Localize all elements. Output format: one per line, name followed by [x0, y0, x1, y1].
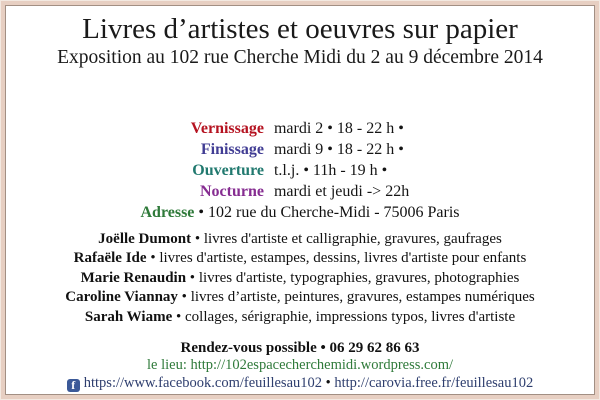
social-links-line — [6, 374, 594, 392]
schedule-value-ouverture: t.l.j. • 11h - 19 h • — [273, 161, 388, 179]
artist-row — [6, 249, 594, 269]
bullet-separator: • — [189, 269, 196, 286]
artist-works: livres d'artiste et calligraphie, gravures, gaufrages — [203, 230, 502, 247]
flyer-content — [5, 5, 595, 395]
artist-name: Sarah Wiame — [84, 308, 173, 325]
artist-name: Caroline Viannay — [65, 289, 178, 306]
schedule-label-nocturne: Nocturne — [200, 182, 264, 200]
artist-works: collages, sérigraphie, impressions typos, livres d'artiste — [185, 308, 516, 325]
artist-row — [6, 230, 594, 250]
artist-works: livres d’artiste, peintures, gravures, estampes numériques — [190, 289, 535, 306]
venue-link-line — [6, 357, 594, 374]
facebook-icon: f — [67, 379, 80, 392]
rendezvous-line: Rendez-vous possible • 06 29 62 86 63 — [180, 340, 420, 357]
address-value: • 102 rue du Cherche-Midi - 75006 Paris — [198, 203, 460, 221]
schedule-label-vernissage: Vernissage — [190, 119, 264, 137]
address-line — [6, 202, 594, 223]
schedule-label-ouverture: Ouverture — [192, 161, 264, 179]
artist-row — [6, 269, 594, 289]
artist-name: Joëlle Dumont — [98, 230, 192, 247]
facebook-url-link[interactable]: https://www.facebook.com/feuillesau102 — [83, 375, 323, 392]
artist-row — [6, 308, 594, 328]
venue-url-link[interactable]: le lieu: http://102espacecherchemidi.wordpress.com/ — [146, 357, 453, 374]
schedule-value-vernissage: mardi 2 • 18 - 22 h • — [273, 119, 404, 137]
artist-works: livres d'artiste, estampes, dessins, livres d'artiste pour enfants — [159, 250, 527, 267]
artists-block — [6, 230, 594, 328]
footer-block — [6, 340, 594, 392]
schedule-block — [191, 118, 409, 202]
bullet-separator: • — [175, 308, 182, 325]
bullet-separator: • — [150, 250, 156, 267]
schedule-value-nocturne: mardi et jeudi -> 22h — [273, 182, 410, 200]
page-title: Livres d’artistes et oeuvres sur papier — [82, 13, 518, 45]
artist-row — [6, 288, 594, 308]
bullet-separator: • — [194, 230, 201, 247]
page-subtitle: Exposition au 102 rue Cherche Midi du 2 au 9 décembre 2014 — [57, 47, 543, 69]
address-label: Adresse — [140, 203, 195, 221]
artist-name: Rafaële Ide — [73, 250, 147, 267]
bullet-separator: • — [181, 289, 187, 306]
artist-name: Marie Renaudin — [80, 269, 187, 286]
link-separator: • — [325, 375, 331, 392]
schedule-label-finissage: Finissage — [200, 140, 264, 158]
schedule-value-finissage: mardi 9 • 18 - 22 h • — [273, 140, 404, 158]
artist-works: livres d'artiste, typographies, gravures, photographies — [198, 269, 520, 286]
carovia-url-link[interactable]: http://carovia.free.fr/feuillesau102 — [334, 375, 534, 392]
